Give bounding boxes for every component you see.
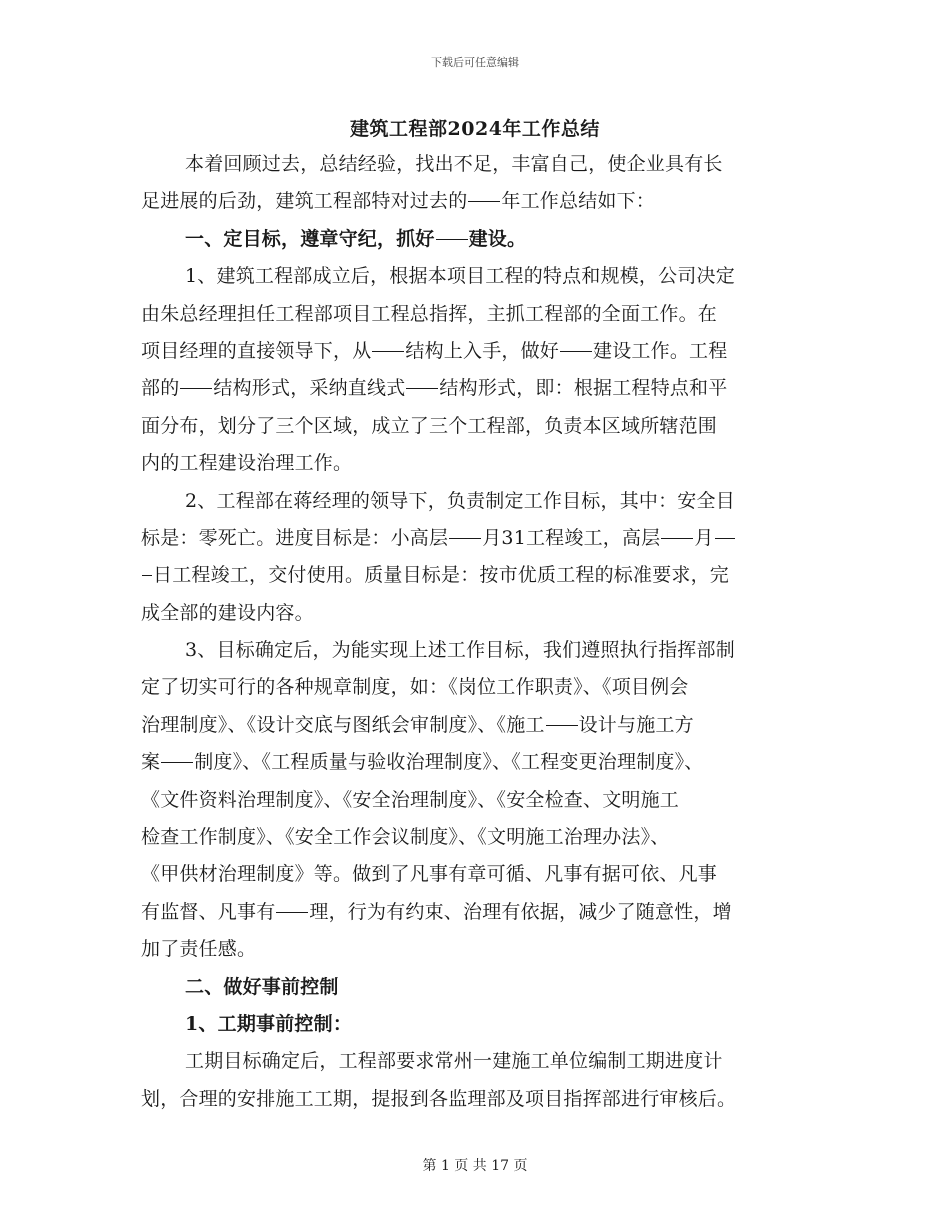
text-run: 结构形式，采纳直线式 xyxy=(213,377,406,400)
section-heading-line xyxy=(141,1006,811,1043)
paragraph-line xyxy=(141,744,811,781)
text-run: 3、目标确定后，为能实现上述工作目标，我们遵照执行指挥部制 xyxy=(185,639,735,662)
page-number-footer: 第 1 页 共 17 页 xyxy=(422,1158,528,1174)
paragraph-line xyxy=(141,520,811,557)
text-run: 案 xyxy=(141,751,161,774)
paragraph-line xyxy=(141,931,811,968)
fill-in-blank xyxy=(436,223,468,240)
text-run: 工期目标确定后，工程部要求常州一建施工单位编制工期进度计 xyxy=(185,1050,723,1073)
text-run: 由朱总经理担任工程部项目工程总指挥，主抓工程部的全面工作。在 xyxy=(141,302,718,325)
text-run: 《文件资料治理制度》、《安全治理制度》、《安全检查、文明施工 xyxy=(141,788,680,811)
document-body xyxy=(141,146,811,1118)
paragraph-line xyxy=(141,669,811,706)
text-run: 结构形式，即：根据工程特点和平 xyxy=(439,377,728,400)
paragraph-line xyxy=(141,595,811,632)
text-run: 建设。 xyxy=(468,227,527,250)
text-run: 《甲供材治理制度》等。做到了凡事有章可循、凡事有据可依、凡事 xyxy=(141,863,718,886)
text-run: 建设工作。工程 xyxy=(593,339,728,362)
text-run: 划，合理的安排施工工期，提报到各监理部及项目指挥部进行审核后。 xyxy=(141,1087,737,1110)
section-heading-line xyxy=(141,221,811,258)
paragraph-line xyxy=(141,183,811,220)
text-run: 制度》、《工程质量与验收治理制度》、《工程变更治理制度》、 xyxy=(194,751,704,774)
text-run: 2、工程部在蒋经理的领导下，负责制定工作目标，其中：安全目 xyxy=(185,489,735,512)
paragraph-line xyxy=(141,856,811,893)
fill-in-blank xyxy=(180,372,212,389)
fill-in-blank xyxy=(449,522,481,539)
paragraph-line xyxy=(141,707,811,744)
text-run: 日工程竣工，交付使用。质量目标是：按市优质工程的标准要求，完 xyxy=(153,564,730,587)
text-run: 足进展的后劲，建筑工程部特对过去的 xyxy=(141,190,468,213)
text-run: 定了切实可行的各种规章制度，如：《岗位工作职责》、《项目例会 xyxy=(141,676,689,699)
paragraph-line xyxy=(141,1081,811,1118)
text-run: 理，行为有约束、治理有依据，减少了随意性，增 xyxy=(309,900,732,923)
paragraph-line xyxy=(141,1043,811,1080)
text-run: 面分布，划分了三个区域，成立了三个工程部，负责本区域所辖范围 xyxy=(141,414,718,437)
fill-in-blank xyxy=(546,709,578,726)
paragraph-line xyxy=(141,819,811,856)
fill-in-blank xyxy=(406,372,438,389)
text-run: 1、工期事前控制： xyxy=(185,1012,353,1035)
text-run: 本着回顾过去，总结经验，找出不足，丰富自己，使企业具有长 xyxy=(185,153,723,175)
text-run: 有监督、凡事有 xyxy=(141,900,276,923)
text-run: 成全部的建设内容。 xyxy=(141,601,314,624)
text-run: 治理制度》、《设计交底与图纸会审制度》、《施工 xyxy=(141,713,545,736)
paragraph-line xyxy=(141,557,811,594)
text-run: 结构上入手，做好 xyxy=(405,339,560,362)
fill-in-blank xyxy=(715,522,735,539)
fill-in-blank xyxy=(372,335,404,352)
text-run: 1、建筑工程部成立后，根据本项目工程的特点和规模，公司决定 xyxy=(185,265,735,288)
text-run: 项目经理的直接领导下，从 xyxy=(141,339,372,362)
paragraph-line xyxy=(141,146,811,183)
paragraph-line xyxy=(141,333,811,370)
document-title: 建筑工程部2024年工作总结 xyxy=(350,118,600,140)
text-run: 月31工程竣工，高层 xyxy=(482,526,661,549)
text-run: 设计与施工方 xyxy=(578,713,694,736)
fill-in-blank xyxy=(468,185,500,202)
fill-in-blank xyxy=(142,559,152,576)
paragraph-line xyxy=(141,370,811,407)
text-run: 一、定目标，遵章守纪，抓好 xyxy=(185,227,435,250)
fill-in-blank xyxy=(661,522,693,539)
text-run: 内的工程建设治理工作。 xyxy=(141,452,353,475)
paragraph-line xyxy=(141,782,811,819)
paragraph-line xyxy=(141,258,811,295)
paragraph-line xyxy=(141,408,811,445)
paragraph-line xyxy=(141,894,811,931)
text-run: 加了责任感。 xyxy=(141,938,257,961)
fill-in-blank xyxy=(161,746,193,763)
paragraph-line xyxy=(141,445,811,482)
fill-in-blank xyxy=(276,896,308,913)
fill-in-blank xyxy=(560,335,592,352)
text-run: 标是：零死亡。进度目标是：小高层 xyxy=(141,526,449,549)
text-run: 月 xyxy=(694,526,714,549)
paragraph-line xyxy=(141,296,811,333)
paragraph-line xyxy=(141,632,811,669)
section-heading-line xyxy=(141,969,811,1006)
page-header-note: 下载后可任意编辑 xyxy=(431,56,519,69)
text-run: 检查工作制度》、《安全工作会议制度》、《文明施工治理办法》、 xyxy=(141,826,670,849)
text-run: 二、做好事前控制 xyxy=(185,975,339,998)
text-run: 部的 xyxy=(141,377,180,400)
text-run: 年工作总结如下： xyxy=(501,190,656,213)
paragraph-line xyxy=(141,483,811,520)
